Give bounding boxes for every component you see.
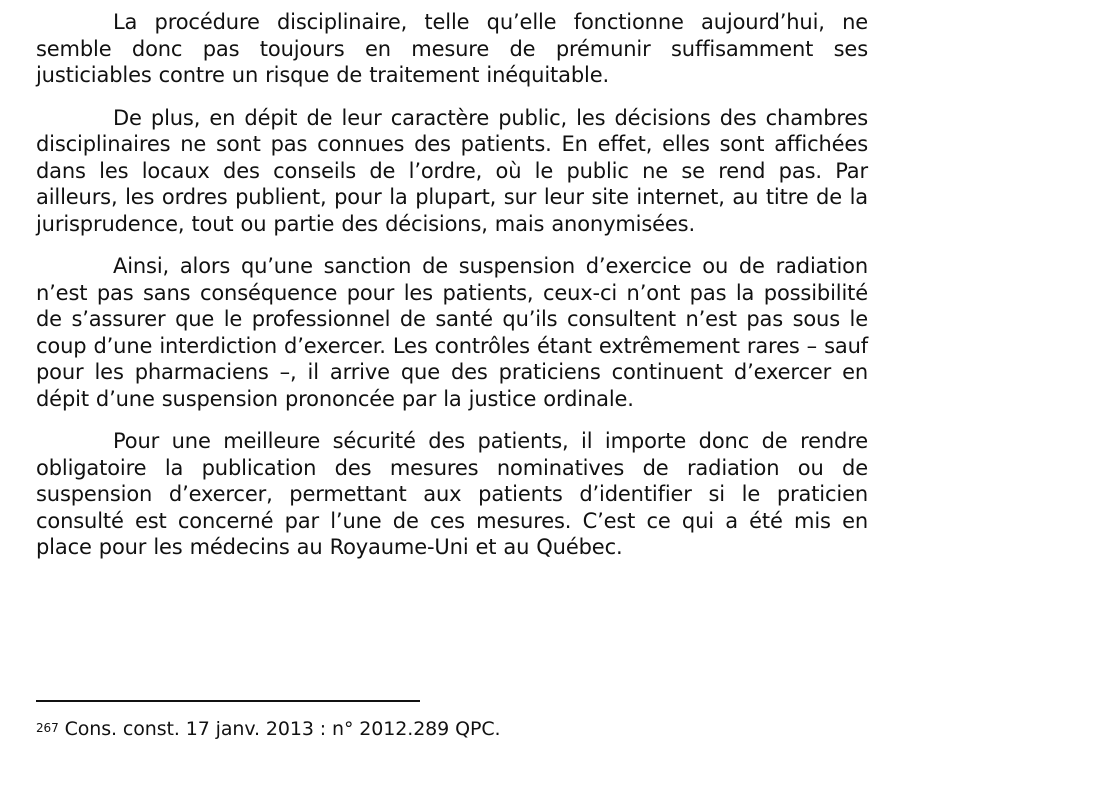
footnote-number: 267 xyxy=(36,721,59,735)
footnote-text: Cons. const. 17 janv. 2013 : n° 2012.289 QPC. xyxy=(64,718,501,740)
footnote xyxy=(36,716,868,742)
footnote-separator xyxy=(36,700,420,702)
paragraph-securite-patients: Pour une meilleure sécurité des patients, il importe donc de rendre obligatoire la publication des mesures nominatives de radiation ou de suspension d’exercer, permettant aux patients d’identifier si le praticien consulté est concerné par l’une de ces mesures. C’est ce qui a été mis en place pour les médecins au Royaume-Uni et au Québec. xyxy=(36,429,868,559)
paragraph-procedure-disciplinaire: La procédure disciplinaire, telle qu’elle fonctionne aujourd’hui, ne semble donc pas toujours en mesure de prémunir suffisamment ses justiciables contre un risque de traitement inéquitable. xyxy=(36,10,868,87)
document-body xyxy=(36,9,868,577)
paragraph-sanctions-patients: Ainsi, alors qu’une sanction de suspension d’exercice ou de radiation n’est pas sans conséquence pour les patients, ceux-ci n’ont pas la possibilité de s’assurer que le professionnel de santé qu’ils consultent n’est pas sous le coup d’une interdiction d’exercer. Les contrôles étant extrêmement rares – sauf pour les pharmaciens –, il arrive que des praticiens continuent d’exercer en dépit d’une suspension prononcée par la justice ordinale. xyxy=(36,254,868,411)
paragraph-decisions-publiques: De plus, en dépit de leur caractère public, les décisions des chambres disciplinaires ne sont pas connues des patients. En effet, elles sont affichées dans les locaux des conseils de l’ordre, où le public ne se rend pas. Par ailleurs, les ordres publient, pour la plupart, sur leur site internet, au titre de la jurisprudence, tout ou partie des décisions, mais anonymisées. xyxy=(36,105,868,236)
